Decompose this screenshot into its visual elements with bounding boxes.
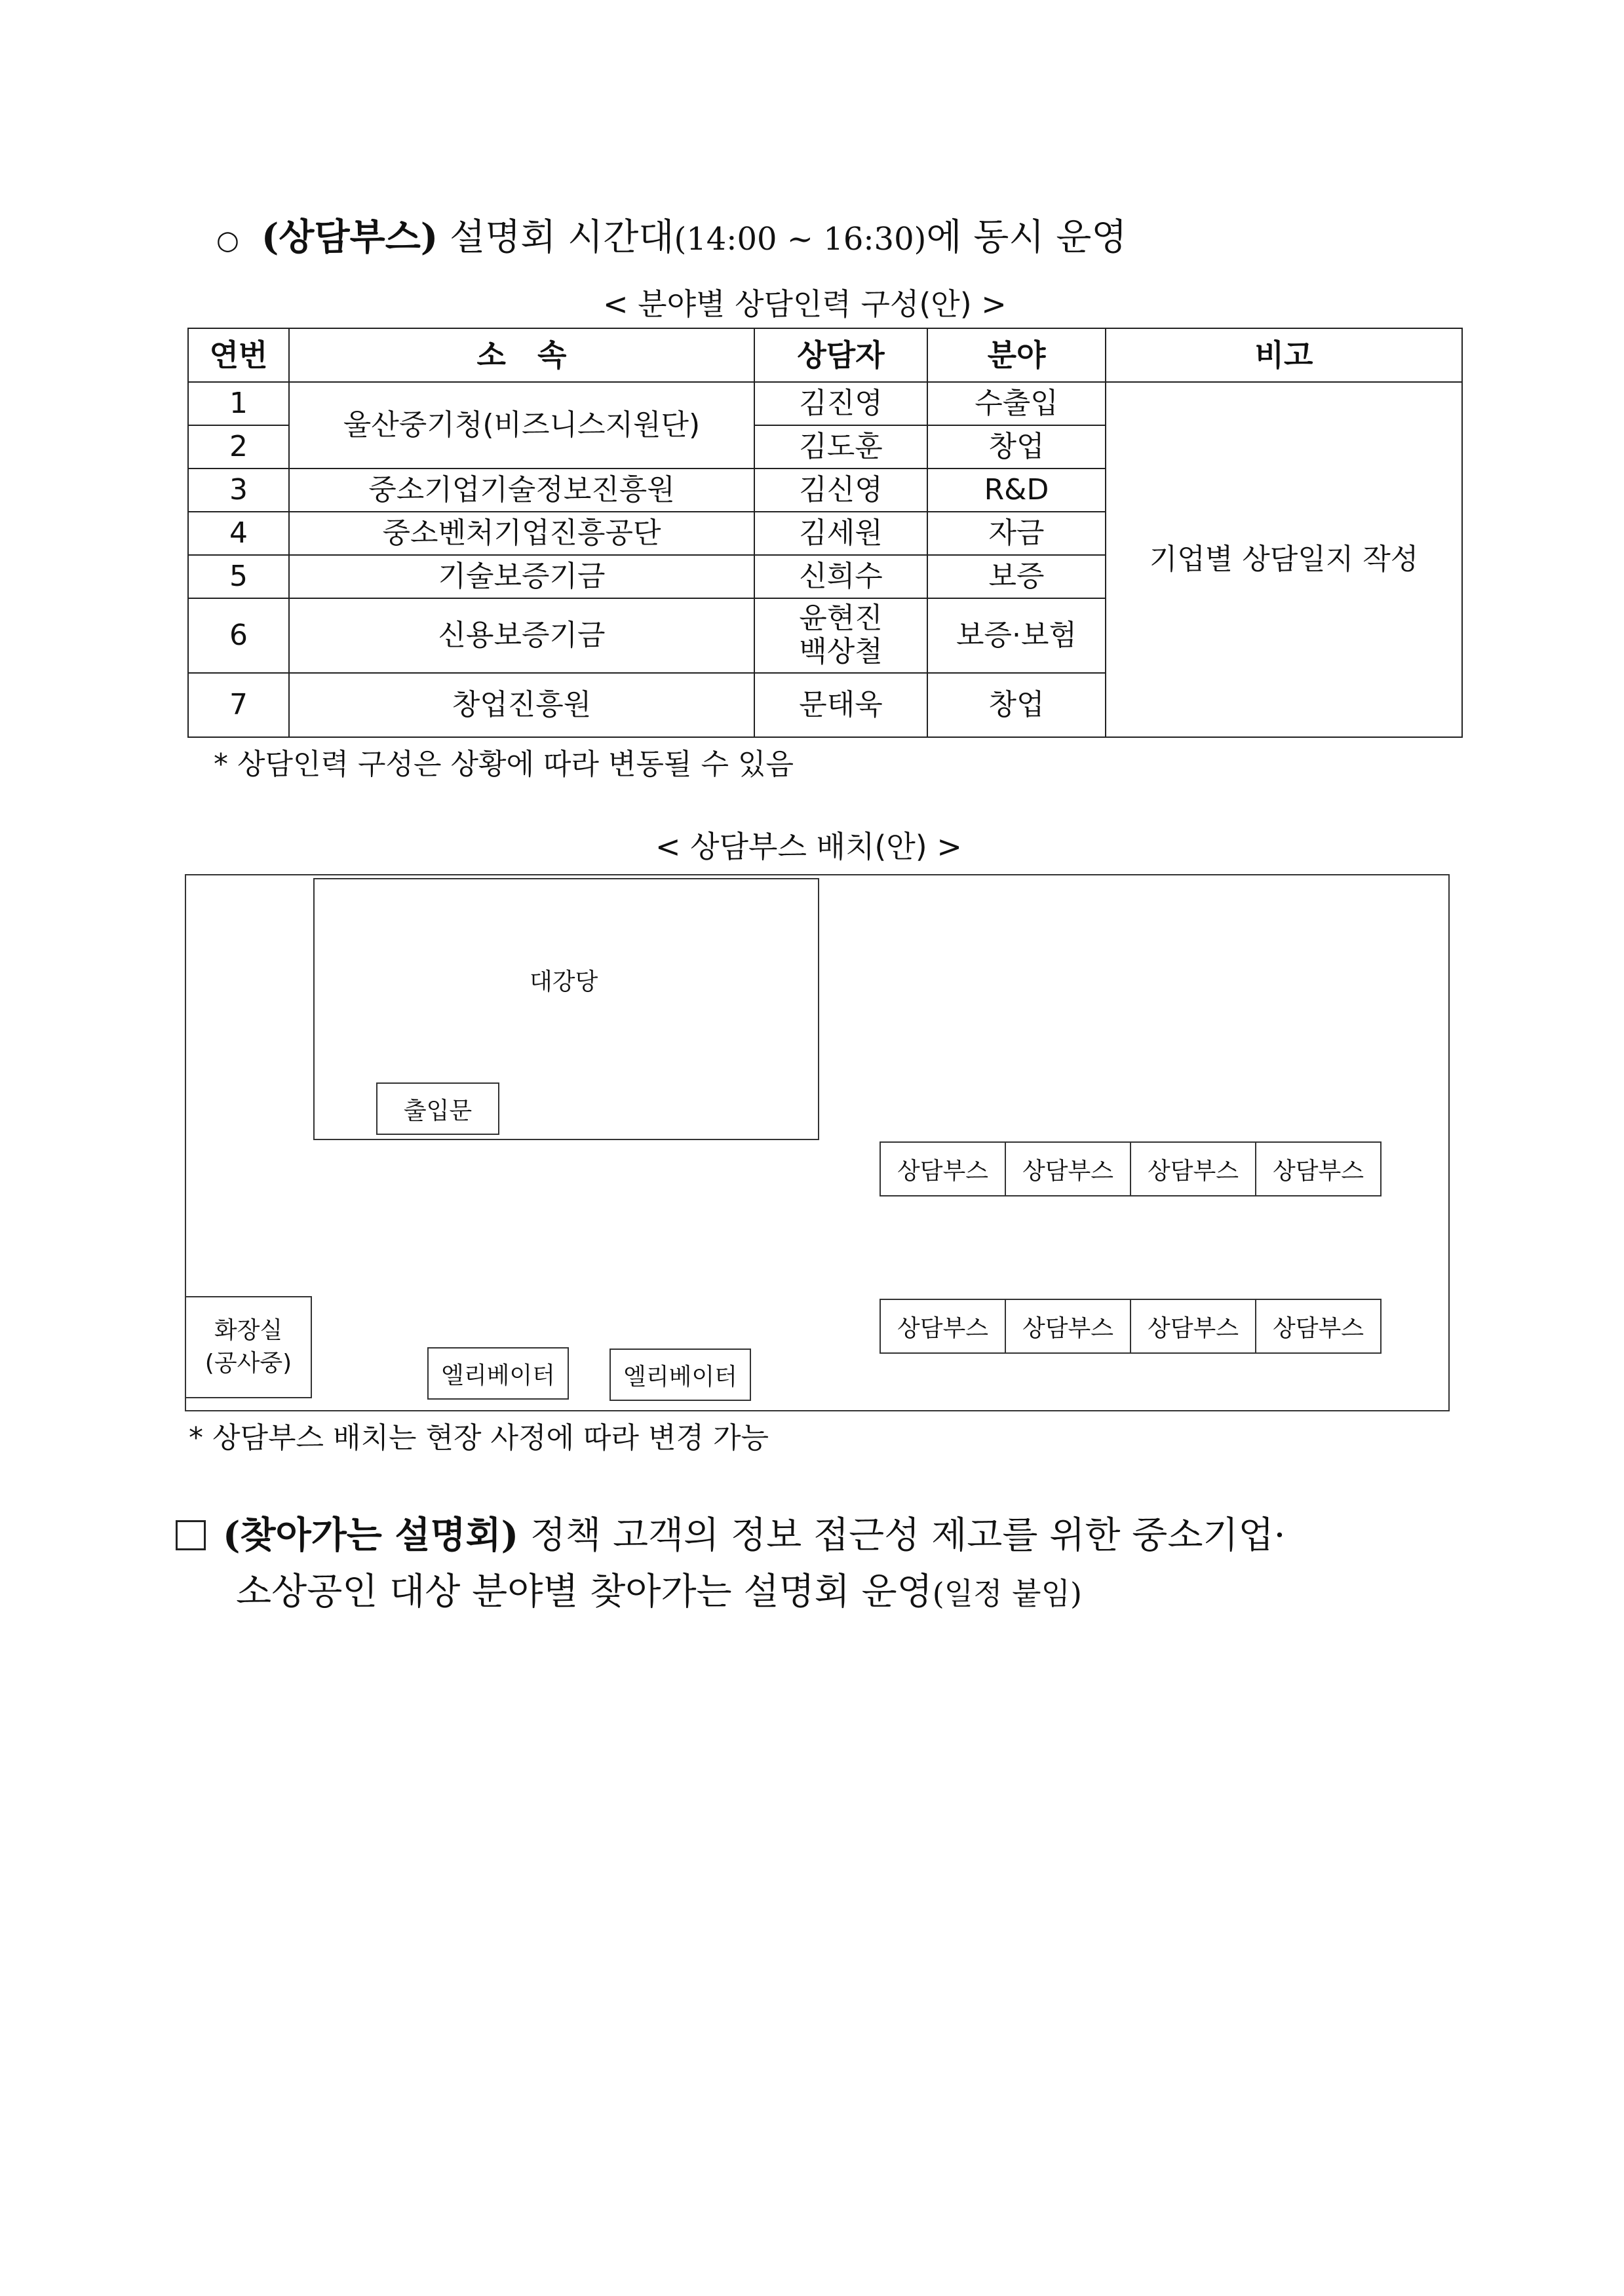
cell-field: 창업: [927, 425, 1106, 469]
heading-text-b: 에 동시 운영: [926, 216, 1127, 259]
elevator: 엘리베이터: [427, 1347, 569, 1400]
cell-no: 4: [188, 512, 289, 555]
booth: 상담부스: [1255, 1299, 1382, 1354]
cell-org: 창업진흥원: [289, 673, 754, 737]
entrance-door: 출입문: [376, 1082, 499, 1135]
counselor-name-1: 윤현진: [799, 602, 883, 636]
cell-counselor: 김신영: [754, 469, 927, 512]
visit-schedule: (일정 붙임): [932, 1576, 1082, 1611]
cell-no: 3: [188, 469, 289, 512]
section-heading: [216, 208, 1127, 261]
main-hall-label: 대강당: [530, 968, 598, 995]
plan-note: * 상담부스 배치는 현장 사정에 따라 변경 가능: [189, 1421, 769, 1455]
booth: 상담부스: [1255, 1141, 1382, 1196]
table-note: * 상담인력 구성은 상황에 따라 변동될 수 있음: [214, 748, 794, 781]
counselor-name-2: 백상철: [799, 635, 883, 668]
header-no: 연번: [188, 328, 289, 382]
table-header-row: [188, 328, 1462, 382]
visit-label: (찾아가는 설명회): [223, 1514, 519, 1557]
cell-org: 중소기업기술정보진흥원: [289, 469, 754, 512]
counsel-table: [187, 328, 1463, 738]
heading-text-a: 설명회 시간대: [438, 216, 674, 259]
cell-no: 7: [188, 673, 289, 737]
cell-counselor: 김진영: [754, 382, 927, 425]
cell-no: 1: [188, 382, 289, 425]
cell-org: 기술보증기금: [289, 555, 754, 598]
visit-line-2: [176, 1564, 1454, 1622]
cell-no: 5: [188, 555, 289, 598]
cell-org: 울산중기청(비즈니스지원단): [289, 382, 754, 469]
visit-line2-text: 소상공인 대상 분야별 찾아가는 설명회 운영: [236, 1571, 933, 1613]
cell-counselor: 신희수: [754, 555, 927, 598]
cell-org: 중소벤처기업진흥공단: [289, 512, 754, 555]
booth: 상담부스: [1130, 1141, 1256, 1196]
cell-org: 신용보증기금: [289, 598, 754, 673]
header-field: 분야: [927, 328, 1106, 382]
circle-bullet-icon: ○: [216, 225, 239, 256]
cell-field: 창업: [927, 673, 1106, 737]
restroom: [185, 1296, 312, 1398]
plan-caption: < 상담부스 배치(안) >: [655, 829, 962, 864]
restroom-note: (공사중): [204, 1350, 292, 1377]
header-remark: 비고: [1106, 328, 1462, 382]
booth: 상담부스: [880, 1141, 1006, 1196]
cell-remark: 기업별 상담일지 작성: [1106, 382, 1462, 737]
visit-line1-text: 정책 고객의 정보 접근성 제고를 위한 중소기업·: [518, 1514, 1286, 1557]
cell-field: 보증: [927, 555, 1106, 598]
cell-field: 보증·보험: [927, 598, 1106, 673]
cell-field: 수출입: [927, 382, 1106, 425]
heading-label: (상담부스): [261, 216, 438, 259]
cell-no: 2: [188, 425, 289, 469]
table-row: [188, 382, 1462, 425]
visit-paragraph: [176, 1507, 1454, 1622]
cell-counselor: [754, 598, 927, 673]
cell-counselor: 김도훈: [754, 425, 927, 469]
cell-field: 자금: [927, 512, 1106, 555]
header-counselor: 상담자: [754, 328, 927, 382]
booth: 상담부스: [1005, 1141, 1131, 1196]
cell-counselor: 김세원: [754, 512, 927, 555]
elevator: 엘리베이터: [609, 1349, 751, 1401]
cell-no: 6: [188, 598, 289, 673]
booth: 상담부스: [1005, 1299, 1131, 1354]
header-org: 소 속: [289, 328, 754, 382]
booth: 상담부스: [1130, 1299, 1256, 1354]
cell-field: R&D: [927, 469, 1106, 512]
checkbox-icon: [176, 1520, 206, 1550]
heading-time: (14:00 ~ 16:30): [674, 221, 927, 258]
visit-line-1: [176, 1507, 1454, 1564]
table-caption: < 분야별 상담인력 구성(안) >: [603, 286, 1007, 322]
restroom-label: 화장실: [214, 1316, 283, 1344]
cell-counselor: 문태욱: [754, 673, 927, 737]
booth: 상담부스: [880, 1299, 1006, 1354]
